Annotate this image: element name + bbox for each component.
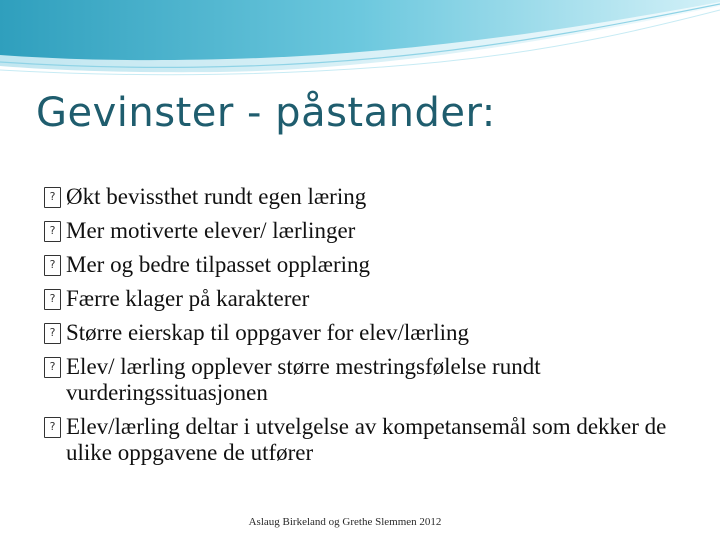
list-item	[44, 320, 694, 346]
bullet-text: Færre klager på karakterer	[66, 286, 310, 311]
list-item	[44, 354, 694, 406]
bullet-glyph-icon: ?	[44, 255, 61, 276]
bullet-list	[44, 184, 694, 474]
bullet-glyph-icon: ?	[44, 187, 61, 208]
list-item	[44, 414, 694, 466]
bullet-text: Økt bevissthet rundt egen læring	[66, 184, 367, 209]
bullet-glyph-icon: ?	[44, 221, 61, 242]
bullet-text: Elev/ lærling opplever større mestringsfølelse rundt vurderingssituasjonen	[66, 354, 541, 405]
slide-footer: Aslaug Birkeland og Grethe Slemmen 2012	[248, 516, 442, 528]
list-item	[44, 218, 694, 244]
list-item	[44, 252, 694, 278]
bullet-glyph-icon: ?	[44, 417, 61, 438]
bullet-text: Elev/lærling deltar i utvelgelse av kompetansemål som dekker de ulike oppgavene de utfører	[66, 414, 667, 465]
slide-title: Gevinster - påstander:	[36, 90, 496, 136]
bullet-glyph-icon: ?	[44, 357, 61, 378]
list-item	[44, 286, 694, 312]
bullet-glyph-icon: ?	[44, 323, 61, 344]
bullet-text: Mer motiverte elever/ lærlinger	[66, 218, 356, 243]
header-wave-decoration	[0, 0, 720, 90]
list-item	[44, 184, 694, 210]
bullet-glyph-icon: ?	[44, 289, 61, 310]
bullet-text: Mer og bedre tilpasset opplæring	[66, 252, 371, 277]
bullet-text: Større eierskap til oppgaver for elev/lærling	[66, 320, 470, 345]
